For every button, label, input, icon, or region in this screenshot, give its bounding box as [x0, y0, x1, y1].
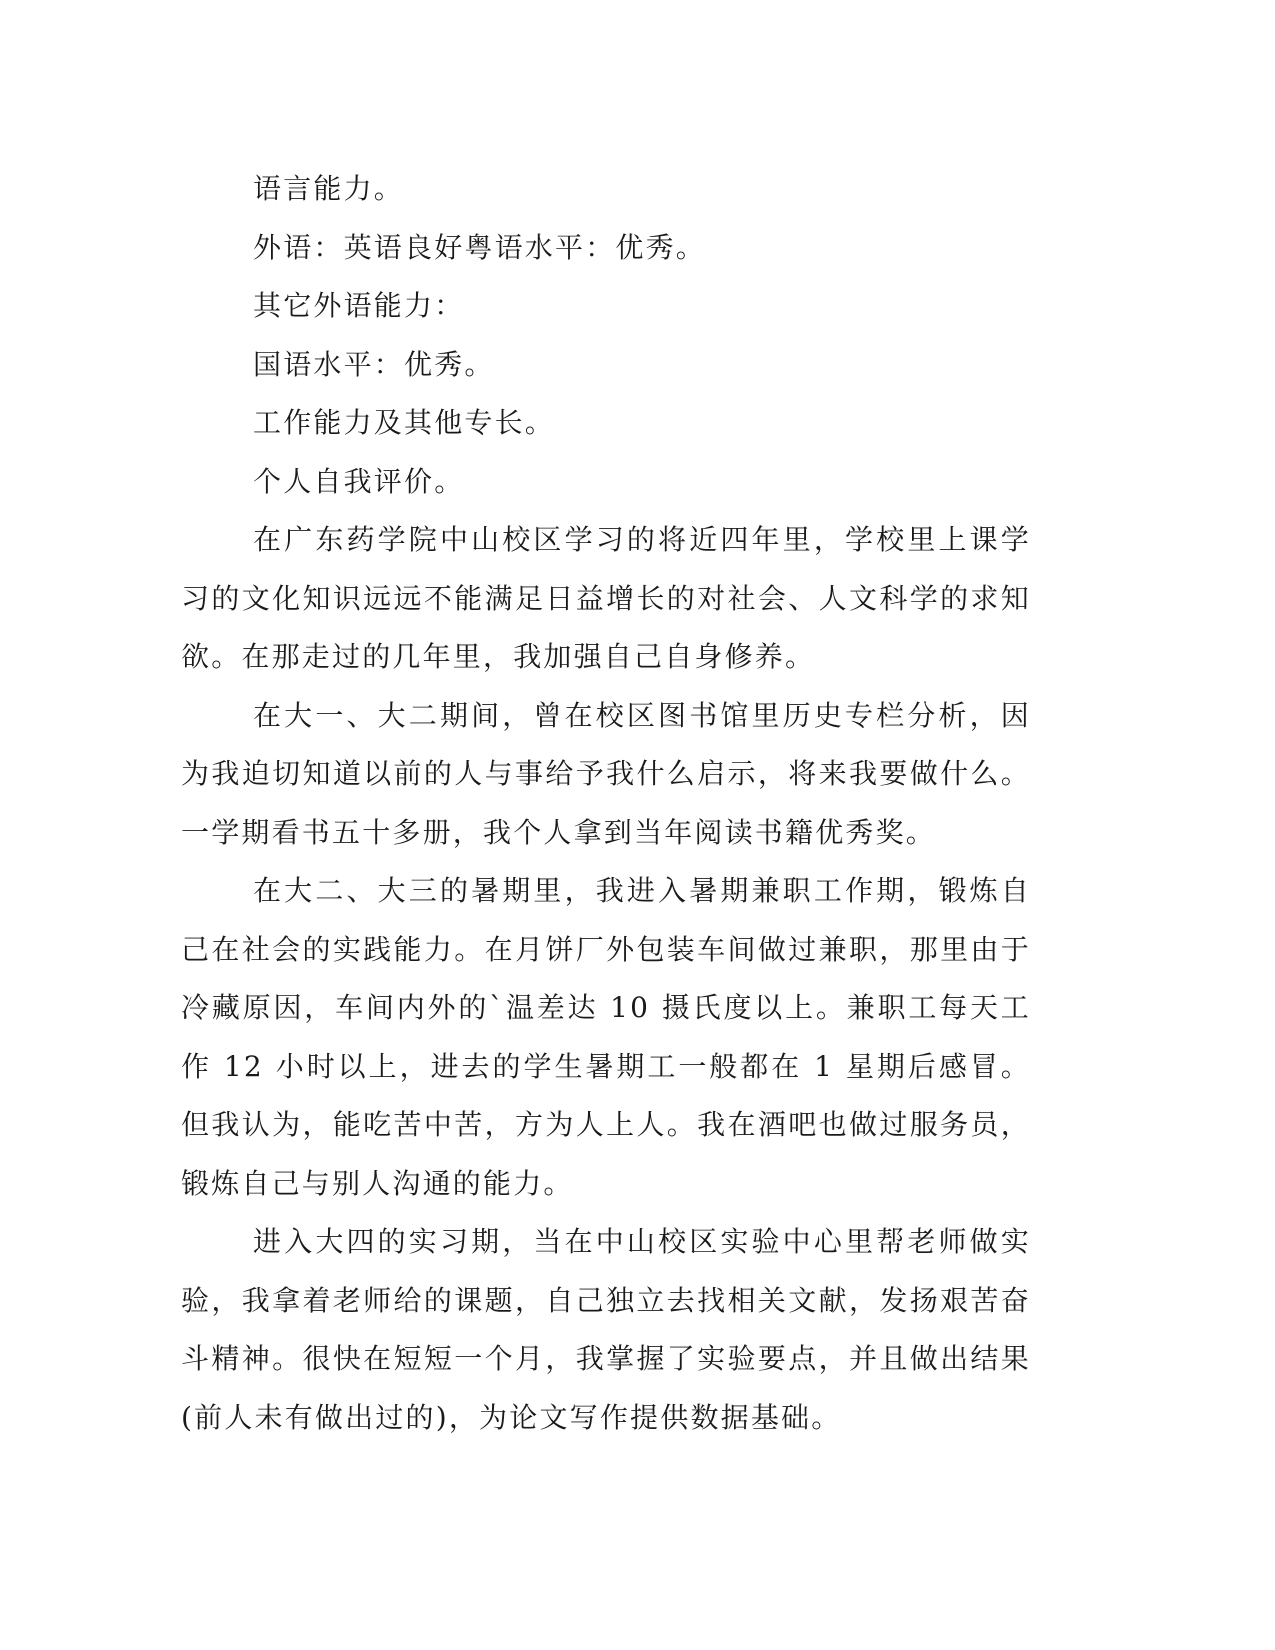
paragraph-study-years: 在广东药学院中山校区学习的将近四年里，学校里上课学习的文化知识远远不能满足日益增长的对社会、人文科学的求知欲。在那走过的几年里，我加强自己自身修养。 — [181, 523, 1031, 673]
paragraph-language-ability: 语言能力。 — [253, 172, 405, 205]
paragraph-other-languages: 其它外语能力： — [253, 289, 465, 322]
paragraph-library-reading: 在大一、大二期间，曾在校区图书馆里历史专栏分析，因为我迫切知道以前的人与事给予我什么启示，将来我要做什么。一学期看书五十多册，我个人拿到当年阅读书籍优秀奖。 — [181, 698, 1031, 849]
paragraph-mandarin-level: 国语水平：优秀。 — [253, 347, 495, 381]
body-text — [181, 160, 1031, 1447]
paragraph-self-evaluation-heading: 个人自我评价。 — [253, 464, 465, 498]
paragraph-summer-jobs: 在大二、大三的暑期里，我进入暑期兼职工作期，锻炼自己在社会的实践能力。在月饼厂外包装车间做过兼职，那里由于冷藏原因，车间内外的`温差达 10 摄氏度以上。兼职工每天工作 12 小时以上，进去的学生暑期工一般都在 1 星期后感冒。但我认为，能吃苦中苦，方为人上人。我在酒吧也做过服务员，锻炼自己与别人沟通的能力。 — [181, 874, 1031, 1200]
paragraph-foreign-language: 外语：英语良好粤语水平：优秀。 — [253, 230, 707, 264]
paragraph-work-ability: 工作能力及其他专长。 — [253, 406, 556, 439]
paragraph-internship: 进入大四的实习期，当在中山校区实验中心里帮老师做实验，我拿着老师给的课题，自己独立去找相关文献，发扬艰苦奋斗精神。很快在短短一个月，我掌握了实验要点，并且做出结果(前人未有做出过的)，为论文写作提供数据基础。 — [181, 1225, 1031, 1434]
